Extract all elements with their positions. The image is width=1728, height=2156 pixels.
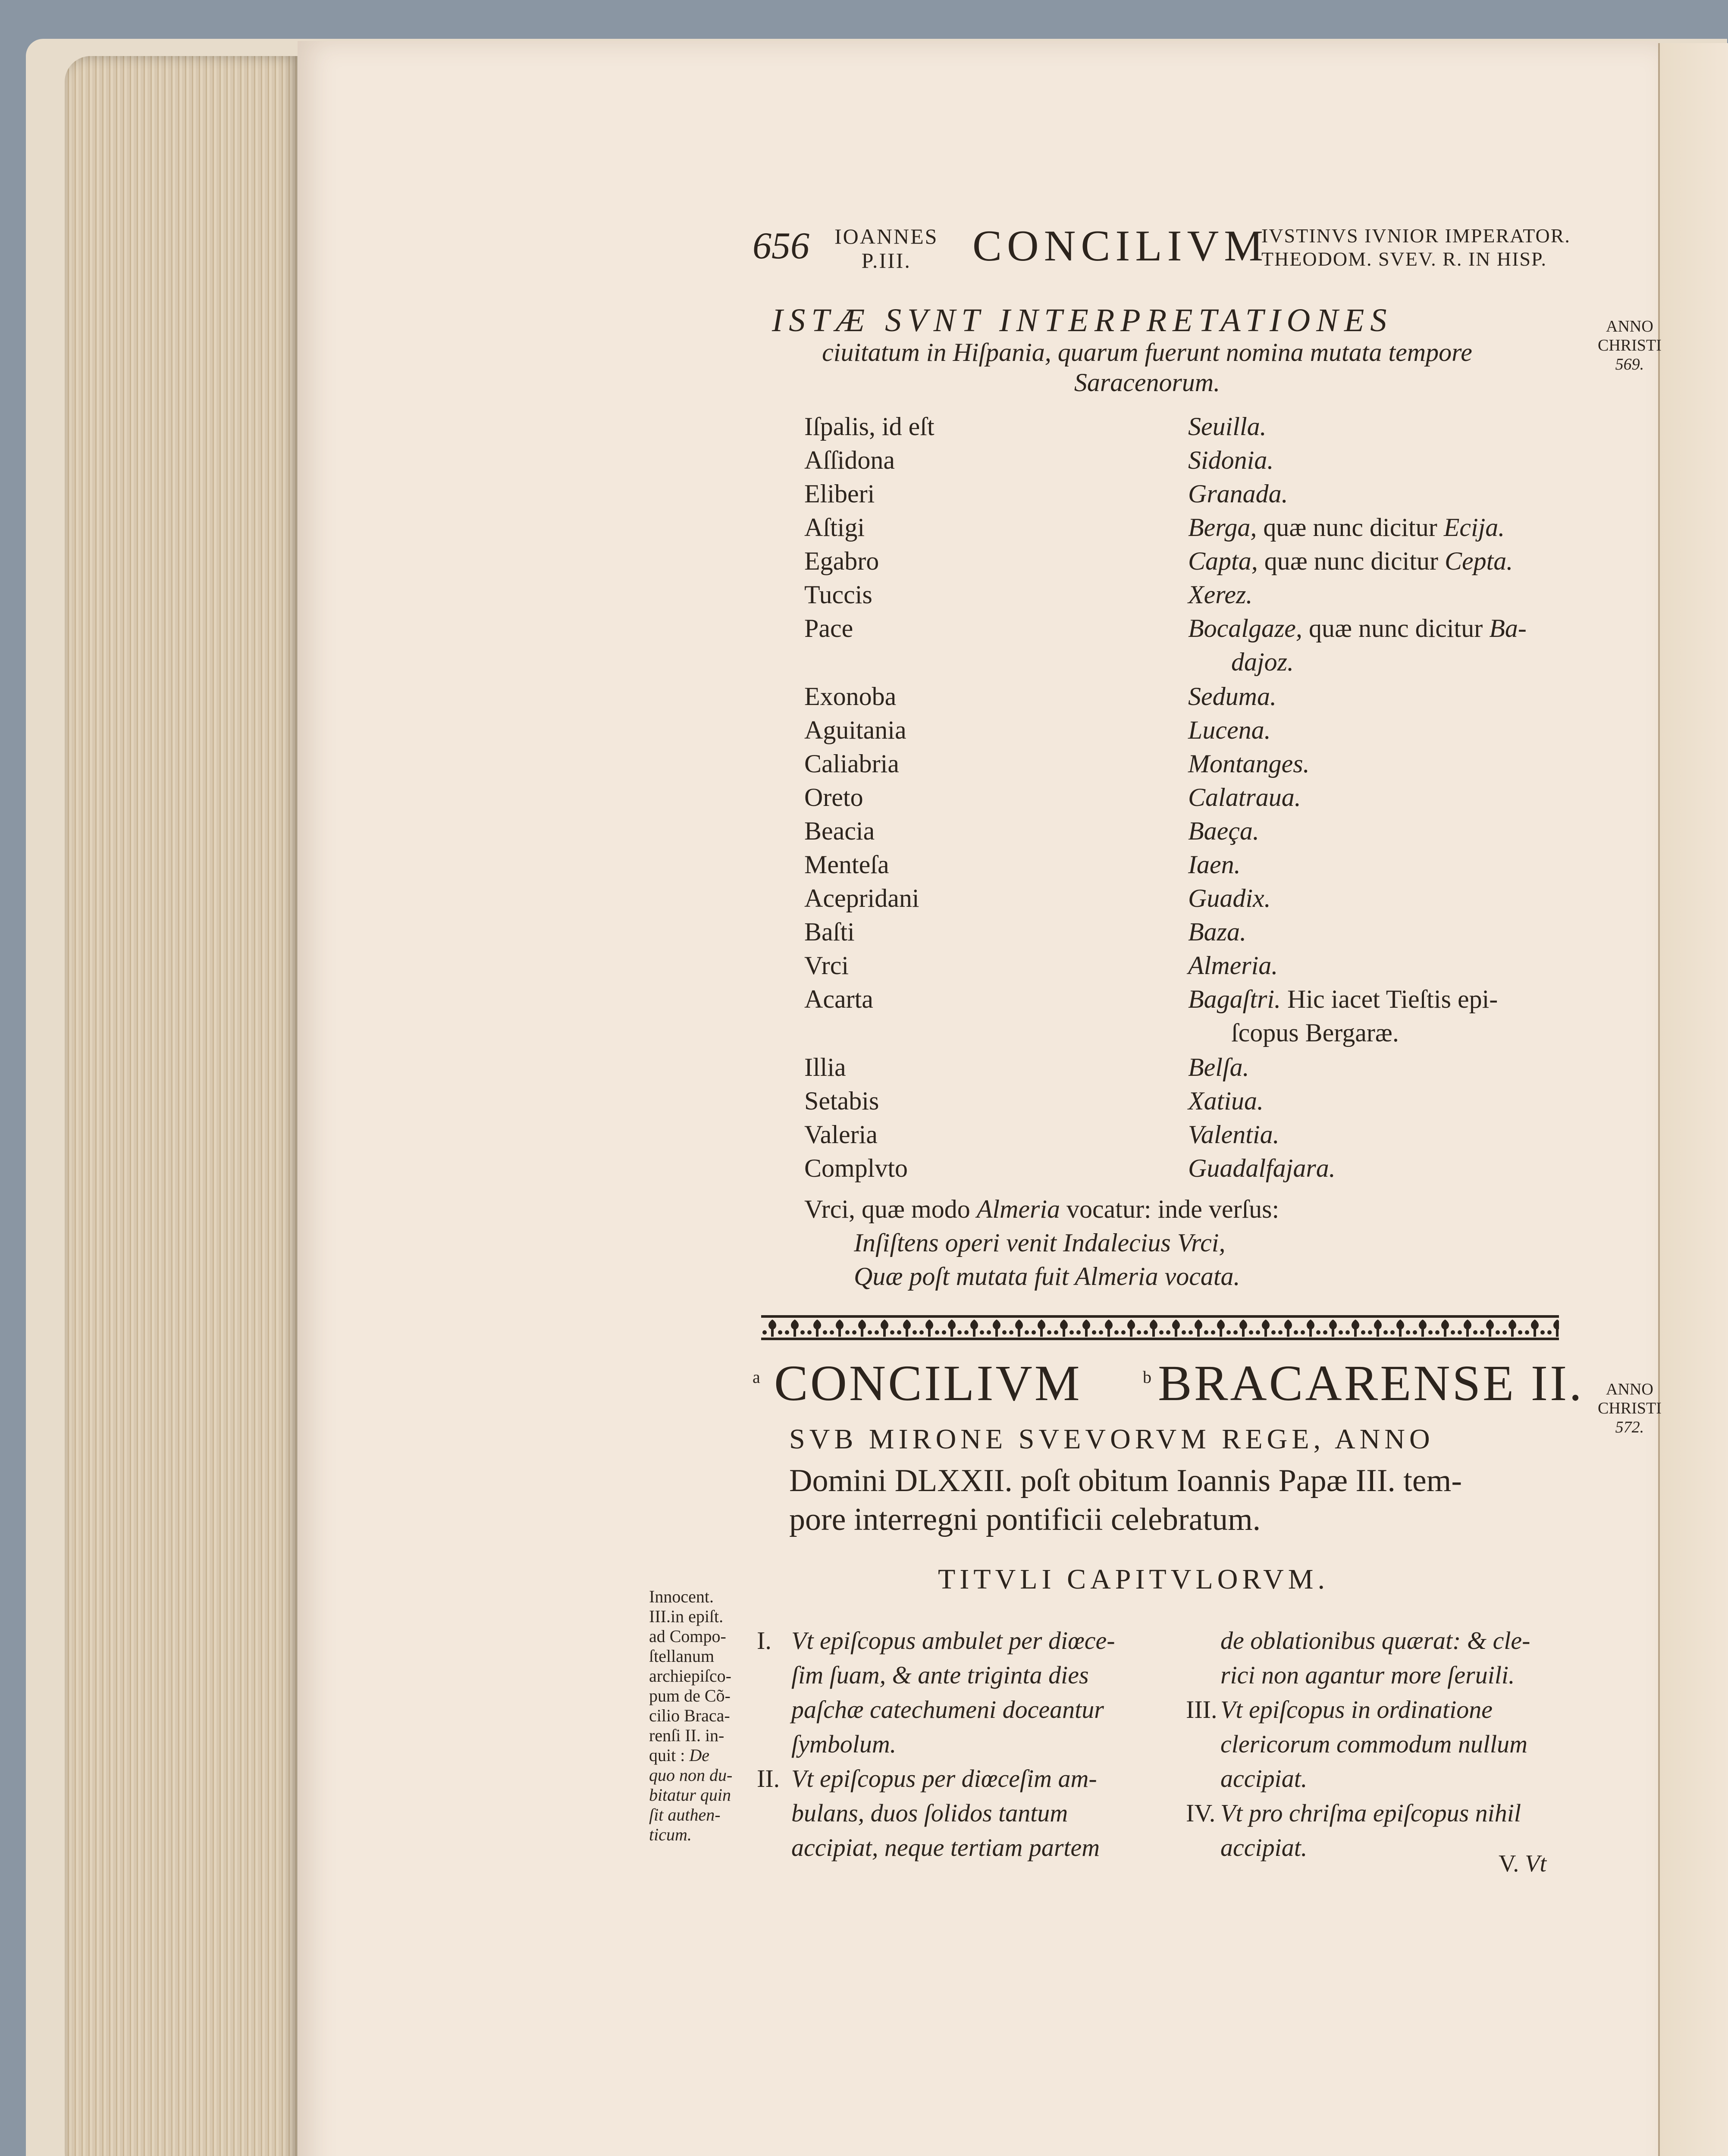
interpretations-heading: ISTÆ SVNT INTERPRETATIONES: [772, 302, 1393, 338]
table-row: Aſtigi Berga, quæ nunc dicitur Ecija.: [804, 513, 1505, 542]
table-row: Exonoba Seduma.: [804, 682, 1276, 711]
table-row: Eliberi Granada.: [804, 479, 1288, 508]
header-emperor: IVSTINVS IVNIOR IMPERATOR. THEODOM. SVEV. R. IN HISP.: [1261, 225, 1571, 270]
table-row: Oreto Calatraua.: [804, 783, 1301, 812]
list-item: II. Vt epiſcopus per diœceſim am-: [757, 1764, 1097, 1792]
table-row: Menteſa Iaen.: [804, 850, 1241, 879]
city-table: [804, 412, 1581, 1187]
table-row: Setabis Xatiua.: [804, 1087, 1264, 1115]
footnote-mark-b: b: [1143, 1367, 1151, 1387]
tituli-heading: TITVLI CAPITVLORVM.: [938, 1564, 1329, 1595]
header-pope: IOANNES P.III.: [834, 224, 938, 273]
table-row: Valeria Valentia.: [804, 1120, 1280, 1149]
page-edges: [65, 56, 298, 2156]
council-title: CONCILIVM: [774, 1355, 1082, 1411]
footnote-mark-a: a: [753, 1367, 760, 1387]
council-name: BRACARENSE II.: [1158, 1355, 1584, 1411]
facing-page-edge: [1658, 43, 1728, 2156]
table-row: Iſpalis, id eſt Seuilla.: [804, 412, 1267, 441]
table-row: Aguitania Lucena.: [804, 716, 1271, 744]
chapters-left-column: I. Vt epiſcopus ambulet per diœce- ſim ſuam, & ante triginta dies paſchæ catechumeni doceantur ſymbolum. II. Vt epiſcopus per diœceſim am- bulans, duos ſolidos tantum accipiat, neque tertiam partem: [791, 1623, 1223, 1865]
list-item: I. Vt epiſcopus ambulet per diœce-: [757, 1626, 1115, 1655]
list-item: III. Vt epiſcopus in ordinatione: [1186, 1695, 1493, 1724]
table-row: Pace Bocalgaze, quæ nunc dicitur Ba- dajoz.: [804, 614, 1527, 676]
chapters-right-column: de oblationibus quærat: & cle- rici non agantur more ſeruili. III. Vt epiſcopus in ordinatione clericorum commodum nullum accipiat. IV. Vt pro chriſma epiſcopus nihil accipiat.: [1186, 1626, 1530, 1861]
table-row: Acepridani Guadix.: [804, 884, 1271, 912]
verse-line-1: Inſiſtens operi venit Indalecius Vrci,: [854, 1228, 1226, 1257]
page-number: 656: [753, 225, 809, 267]
table-row: Acarta Bagaſtri. Hic iacet Tieſtis epi- ſcopus Bergaræ.: [804, 985, 1498, 1047]
ornament-band: [761, 1315, 1559, 1340]
council-subtitle-3: pore interregni pontificii celebratum.: [789, 1502, 1261, 1537]
table-row: Caliabria Montanges.: [804, 749, 1310, 778]
table-row: Tuccis Xerez.: [804, 580, 1253, 609]
table-row: Baſti Baza.: [804, 918, 1246, 946]
catchword: V. Vt: [1499, 1850, 1546, 1877]
vrci-line: Vrci, quæ modo Almeria vocatur: inde verſus:: [804, 1195, 1280, 1223]
council-subtitle-2: Domini DLXXII. poſt obitum Ioannis Papæ III. tem-: [789, 1463, 1462, 1498]
header-title: CONCILIVM: [972, 222, 1268, 270]
council-subtitle-1: SVB MIRONE SVEVORVM REGE, ANNO: [789, 1423, 1434, 1455]
side-note: Innocent. III.in epiſt. ad Compo- ſtellanum archiepiſco- pum de Cõ- cilio Braca- renſi II. in- quit : De quo non du- bitatur quin ſit authen- ticum.: [649, 1587, 733, 1844]
verse-line-2: Quæ poſt mutata fuit Almeria vocata.: [854, 1262, 1240, 1291]
table-row: Aſſidona Sidonia.: [804, 446, 1274, 474]
list-item: IV. Vt pro chriſma epiſcopus nihil: [1186, 1799, 1521, 1827]
interpretations-subheading: ciuitatum in Hiſpania, quarum fuerunt nomina mutata tempore Saracenorum.: [822, 338, 1472, 397]
table-row: Illia Belſa.: [804, 1053, 1249, 1081]
table-row: Egabro Capta, quæ nunc dicitur Cepta.: [804, 547, 1513, 575]
table-row: Vrci Almeria.: [804, 951, 1278, 980]
margin-year-572: ANNO CHRISTI 572.: [1598, 1380, 1662, 1436]
table-row: Beacia Baeça.: [804, 817, 1259, 845]
ornament-svg: [761, 1315, 1559, 1340]
margin-year-569: ANNO CHRISTI 569.: [1598, 317, 1662, 373]
table-row: Complvto Guadalfajara.: [804, 1154, 1336, 1182]
